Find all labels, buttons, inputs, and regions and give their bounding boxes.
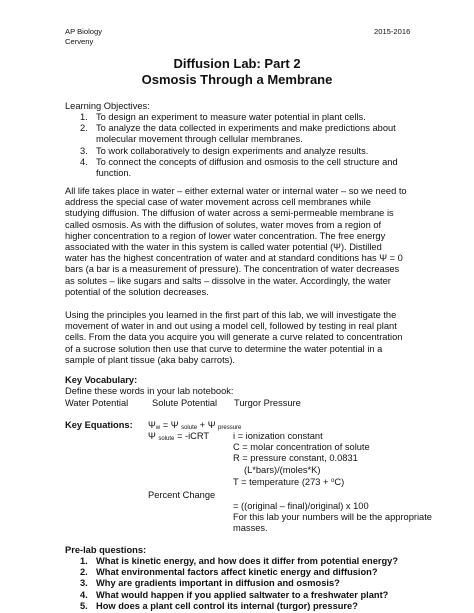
percent-change-formula: = ((original – final)/original) x 100 — [233, 501, 369, 511]
definition-line: i = ionization constant — [233, 431, 323, 441]
intro-line: as solutes – like sugars and salts – dissolve in the water. Accordingly, the water — [65, 275, 391, 286]
psi-symbol: Ψ — [148, 420, 156, 430]
procedure-line: movement of water in and out using a model cell, followed by testing in real plant — [65, 321, 397, 332]
subscript: pressure — [218, 425, 242, 431]
prelab-question — [80, 590, 398, 601]
vocab-term: Solute Potential — [152, 398, 218, 408]
subscript: w — [155, 425, 161, 431]
objective-item — [80, 123, 398, 145]
vocab-instruction: Define these words in your lab notebook: — [65, 386, 234, 396]
title-line-2: Osmosis Through a Membrane — [141, 72, 333, 87]
definition-line: R = pressure constant, 0.0831 — [233, 453, 358, 464]
subscript: solute — [181, 425, 198, 431]
percent-change-label: Percent Change — [148, 490, 216, 500]
intro-line: address the special case of water movement across cell membranes while — [65, 197, 371, 208]
question-text: What environmental factors affect kinetic energy and diffusion? — [96, 567, 378, 578]
question-text: What would happen if you applied saltwater to a freshwater plant? — [96, 589, 389, 600]
intro-line: higher concentration to a region of lower water concentration. The free energy — [65, 230, 386, 241]
intro-line: bars (a bar is a measurement of pressure). The concentration of water decreases — [65, 264, 400, 275]
procedure-line: cells. From the data you acquire you will generate a curve related to concentration — [65, 332, 403, 343]
objective-item — [80, 146, 398, 157]
intro-line: associated with the water in this system is called water potential (Ψ). Distilled — [65, 242, 382, 253]
vocab-term: Water Potential — [65, 398, 129, 408]
objective-text: To connect the concepts of diffusion and osmosis to the cell structure and — [96, 156, 398, 167]
question-text: How does a plant cell control its internal (turgor) pressure? — [96, 600, 358, 611]
objective-number: 2. — [80, 123, 88, 134]
degree-sup: o — [331, 477, 335, 484]
objective-item — [80, 112, 398, 123]
intro-line: potential of the solution decreases. — [65, 286, 209, 297]
definition-line: (L*bars)/(moles*K) — [244, 464, 321, 475]
equation-part: C) — [334, 476, 345, 487]
objective-number: 4. — [80, 156, 88, 167]
question-text: What is kinetic energy, and how does it differ from potential energy? — [96, 556, 399, 566]
equation-part: T = temperature (273 + — [233, 476, 332, 487]
question-number: 2. — [80, 567, 88, 578]
percent-change-note — [233, 512, 432, 534]
procedure-line: Using the principles you learned in the first part of this lab, we will investigate the — [65, 310, 397, 320]
objective-text: molecular movement through cellular membranes. — [96, 134, 303, 145]
teacher-name: Cerveny — [65, 37, 94, 46]
equation-part: = Ψ — [160, 420, 182, 430]
vocab-term: Turgor Pressure — [234, 398, 301, 408]
solute-potential-equation — [148, 431, 209, 445]
procedure-paragraph — [65, 310, 402, 366]
title-line-1: Diffusion Lab: Part 2 — [173, 56, 301, 71]
prelab-question — [80, 567, 398, 578]
intro-line: water has the highest concentration of water and at standard conditions has Ψ = 0 — [65, 253, 403, 264]
objective-text: To design an experiment to measure water potential in plant cells. — [96, 112, 366, 122]
question-number: 4. — [80, 589, 88, 600]
intro-line: All life takes place in water – either external water or internal water – so we need to — [65, 186, 407, 196]
objective-number: 3. — [80, 145, 88, 156]
intro-line: called osmosis. As with the diffusion of solutes, water moves from a region of — [65, 219, 382, 230]
school-year: 2015-2016 — [374, 27, 411, 36]
prelab-question — [80, 601, 398, 612]
course-name: AP Biology — [65, 27, 103, 36]
intro-paragraph — [65, 186, 407, 298]
equation-part: + Ψ — [197, 420, 219, 430]
prelab-heading: Pre-lab questions: — [65, 545, 147, 555]
prelab-question — [80, 556, 398, 567]
procedure-line: of a sucrose solution then use that curve to determine the water potential in a — [65, 343, 383, 354]
equations-heading: Key Equations: — [65, 420, 133, 430]
temperature-definition — [233, 476, 370, 488]
objective-text: To work collaboratively to design experiments and analyze results. — [96, 145, 369, 156]
vocab-heading: Key Vocabulary: — [65, 375, 138, 385]
equation-part: = -iCRT — [174, 431, 210, 441]
objective-item — [80, 157, 398, 179]
prelab-question-list — [80, 556, 398, 612]
objective-text: To analyze the data collected in experiments and make predictions about — [96, 123, 396, 134]
objective-text: function. — [96, 168, 132, 179]
note-line: For this lab your numbers will be the appropriate — [233, 512, 432, 522]
objectives-heading: Learning Objectives: — [65, 101, 150, 111]
objective-number: 1. — [80, 112, 88, 122]
note-line: masses. — [233, 523, 268, 534]
psi-symbol: Ψ — [148, 431, 159, 441]
question-text: Why are gradients important in diffusion and osmosis? — [96, 578, 340, 589]
intro-line: studying diffusion. The diffusion of water across a semi-permeable membrane is — [65, 208, 394, 219]
definition-line: C = molar concentration of solute — [233, 442, 370, 453]
objectives-list — [80, 112, 398, 179]
procedure-line: sample of plant tissue (aka baby carrots). — [65, 354, 236, 365]
question-number: 3. — [80, 578, 88, 589]
subscript: solute — [158, 436, 175, 442]
variable-definitions — [233, 431, 370, 488]
question-number: 5. — [80, 600, 88, 611]
question-number: 1. — [80, 556, 88, 566]
prelab-question — [80, 578, 398, 589]
